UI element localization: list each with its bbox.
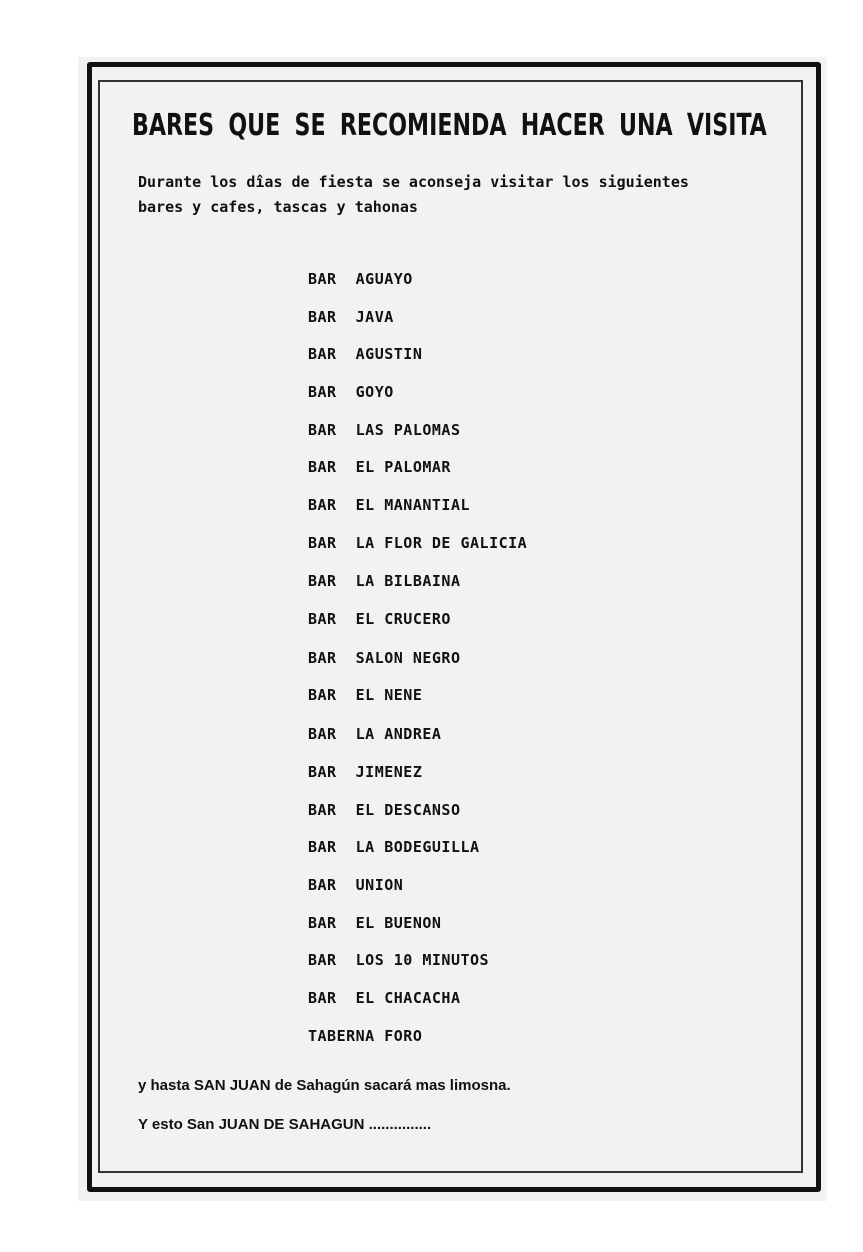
bar-item: BAR JIMENEZ bbox=[308, 763, 423, 781]
closing-line: y hasta SAN JUAN de Sahagún sacará mas limosna. bbox=[138, 1077, 511, 1094]
intro-line: Durante los dîas de fiesta se aconseja visitar los siguientes bbox=[138, 173, 689, 191]
bar-item: BAR LA FLOR DE GALICIA bbox=[308, 534, 528, 552]
bar-item: BAR EL BUENON bbox=[308, 914, 442, 932]
bar-item: BAR LA BILBAINA bbox=[308, 572, 461, 590]
closing-signature: Y esto San JUAN DE SAHAGUN ............... bbox=[138, 1116, 432, 1133]
bar-item: BAR UNION bbox=[308, 876, 404, 894]
bar-item: BAR EL PALOMAR bbox=[308, 458, 451, 476]
bar-item: TABERNA FORO bbox=[308, 1027, 423, 1045]
bar-item: BAR LOS 10 MINUTOS bbox=[308, 951, 490, 969]
bar-item: BAR AGUSTIN bbox=[308, 345, 423, 363]
bar-item: BAR EL NENE bbox=[308, 686, 423, 704]
bar-item: BAR LA BODEGUILLA bbox=[308, 838, 480, 856]
bar-item: BAR LA ANDREA bbox=[308, 725, 442, 743]
bar-item: BAR EL MANANTIAL bbox=[308, 496, 471, 514]
page-title: BARES QUE SE RECOMIENDA HACER UNA VISITA bbox=[132, 108, 767, 143]
bar-item: BAR LAS PALOMAS bbox=[308, 421, 461, 439]
bar-item: BAR SALON NEGRO bbox=[308, 649, 461, 667]
bar-item: BAR EL DESCANSO bbox=[308, 801, 461, 819]
bar-item: BAR GOYO bbox=[308, 383, 394, 401]
bar-item: BAR JAVA bbox=[308, 308, 394, 326]
intro-paragraph bbox=[138, 170, 798, 220]
bar-item: BAR EL CRUCERO bbox=[308, 610, 451, 628]
bar-item: BAR EL CHACACHA bbox=[308, 989, 461, 1007]
intro-line: bares y cafes, tascas y tahonas bbox=[138, 198, 418, 216]
bar-item: BAR AGUAYO bbox=[308, 270, 413, 288]
